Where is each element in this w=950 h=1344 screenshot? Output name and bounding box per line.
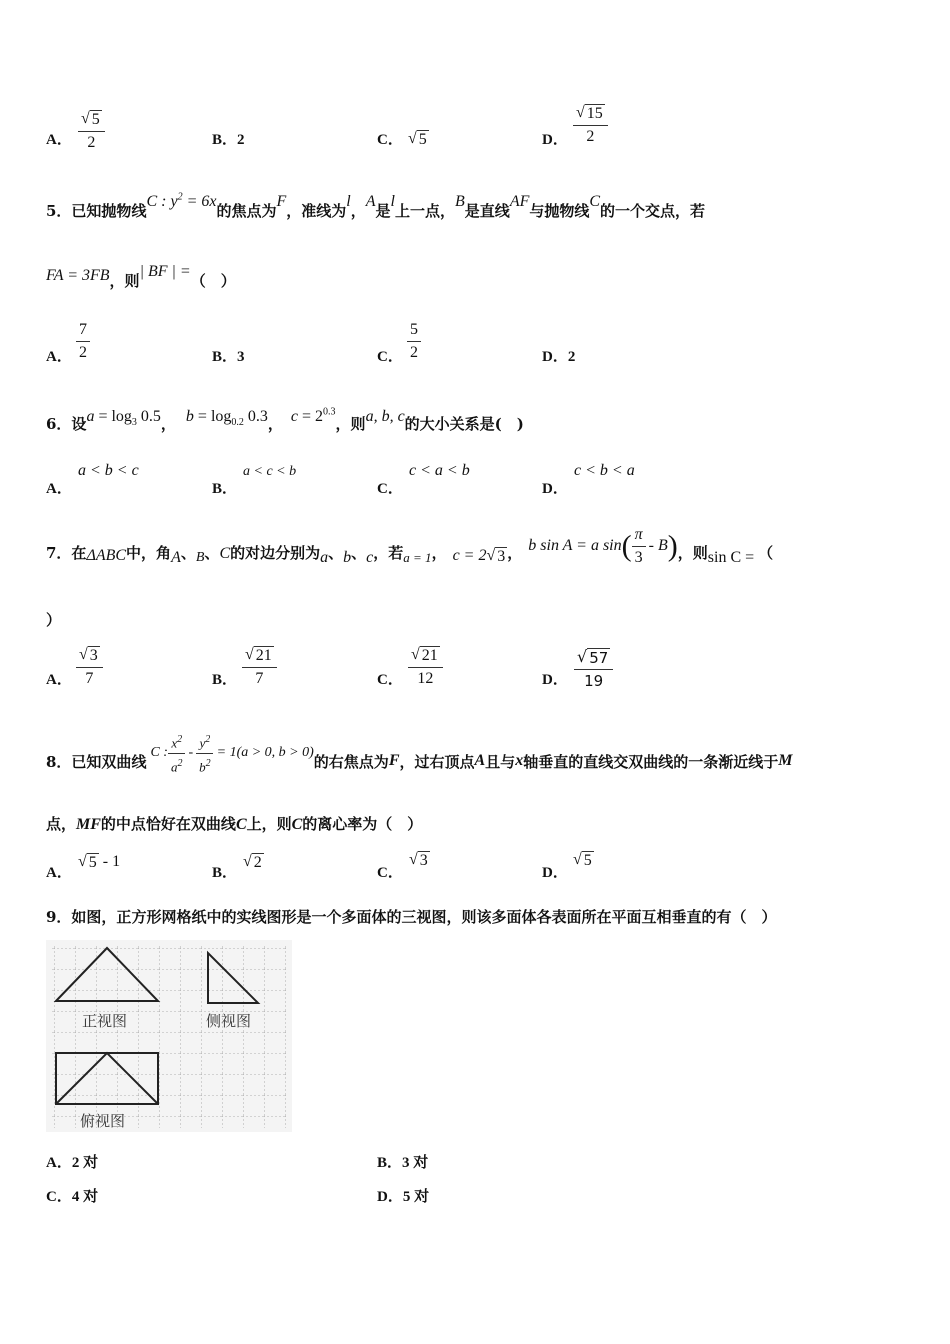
q5-c-den: 2 [410, 344, 418, 361]
q7-angle-a: A [171, 549, 181, 566]
q7-sep-1: 、 [180, 543, 196, 562]
q8-line2-d: 的离心率为（ ） [302, 815, 423, 833]
q8-line2-c: 上，则 [246, 815, 292, 833]
q8-a: a [170, 758, 178, 774]
q4-option-a-value: √ 5 2 [78, 110, 105, 152]
q9-grid [50, 944, 288, 1128]
q5-number: 5．已知抛物线 [46, 202, 147, 220]
q8-vertex-a: A [474, 752, 486, 769]
q5-abs-bf: | BF | = [139, 263, 191, 280]
q4-option-c-value: √ 5 [408, 130, 427, 148]
q7-angle-c: C [219, 545, 231, 562]
q7-text-3: ，若 [373, 543, 404, 562]
q7-a-rad: 3 [89, 647, 98, 664]
q5-point-a: A [365, 193, 376, 210]
q7-text-4: ， [431, 543, 447, 562]
q5-option-a-value [76, 321, 90, 362]
q5-eq-exp: 2 [177, 191, 183, 203]
q8-curve-c: C [235, 816, 247, 833]
q5-focus-f: F [276, 193, 287, 210]
q7-option-a-value: √ 3 7 [76, 646, 103, 688]
q6-text-2: 的大小关系是( ) [404, 415, 524, 433]
q8-segment-mf: MF [76, 816, 101, 833]
q4-c-radicand: 5 [418, 131, 427, 148]
q7-eq-minus-b: - B [648, 536, 668, 554]
q7-stem-line1 [46, 525, 946, 572]
q4-option-d-label: D． [542, 132, 568, 148]
q6-option-a-label: A． [46, 481, 72, 497]
q5-parabola-eq [146, 193, 216, 210]
q5-c-num: 5 [407, 321, 421, 342]
q5-line-af: AF [509, 193, 530, 210]
q6-text-1: ，则 [335, 415, 366, 433]
q7-angle-b: B [195, 550, 205, 565]
q7-option-a-label: A． [46, 672, 72, 688]
q5-option-b: B．3 [212, 349, 245, 365]
q8-b: b [199, 758, 206, 774]
q7-side-a: a [320, 549, 329, 566]
q5-text-3: ， [350, 202, 366, 220]
q5-eq-rhs: = 6x [182, 193, 217, 210]
q6-b-base: 0.2 [231, 417, 244, 429]
q4-d-radicand: 15 [586, 105, 603, 122]
q6-option-c-label: C． [377, 481, 403, 497]
q6-comma-1: ， [160, 415, 176, 433]
q7-ask: sin C = [707, 549, 755, 566]
q8-c-rad: 3 [419, 852, 428, 869]
q7-text-1: 中，角 [126, 543, 172, 562]
q7-text-7: （ [758, 543, 774, 562]
q7-stem-line2: ） [46, 611, 62, 629]
q9-side-view-label: 侧视图 [206, 1012, 252, 1030]
q8-y: y [199, 735, 206, 751]
q7-option-c-label: C． [377, 672, 403, 688]
q6-b-val: 0.3 [243, 408, 268, 425]
q7-cond-2-rad: 3 [497, 547, 506, 565]
q8-option-c-value: √ 3 [409, 851, 428, 869]
q5-a-num: 7 [76, 321, 90, 342]
q8-curve-c2: C [291, 816, 303, 833]
q6-c-lhs: c [290, 408, 299, 425]
q7-cond-2-lhs: c = 2 [452, 546, 487, 564]
q9-stem: 9．如图，正方形网格纸中的实线图形是一个多面体的三视图，则该多面体各表面所在平面互相垂直的有（ ） [46, 908, 777, 926]
q8-option-d-label: D． [542, 865, 568, 881]
q7-eq-three: 3 [634, 548, 643, 566]
q6-vars: a, b, c [365, 408, 405, 425]
q5-option-c-label: C． [377, 349, 403, 365]
q5-text-5: 上一点， [395, 202, 456, 220]
q8-option-a-value: √ 5 - 1 [78, 853, 121, 871]
q6-option-a-expr: a < b < c [78, 462, 139, 479]
q7-eq-lhs: b sin A = a sin [528, 536, 622, 554]
q5-curve-c: C [589, 193, 601, 210]
q8-text-2: ，过右顶点 [399, 752, 475, 771]
q4-d-den: 2 [586, 128, 595, 145]
q5-stem-line1 [46, 190, 706, 220]
q6-a-val: 0.5 [136, 408, 161, 425]
q6-a-eq: = log [94, 408, 132, 425]
q7-sep-3: 、 [328, 543, 344, 562]
q4-a-den: 2 [87, 134, 96, 151]
q5-text-2: ，准线为 [286, 202, 347, 220]
q6-option-b-label: B． [212, 481, 238, 497]
q7-triangle: ΔABC [86, 547, 127, 564]
q6-option-c-expr: c < a < b [409, 462, 470, 479]
q9-front-view-label: 正视图 [82, 1012, 128, 1030]
q8-option-b-value: √ 2 [243, 853, 262, 871]
q5-text-10: （ ） [190, 272, 236, 290]
q9-top-view-label: 俯视图 [80, 1112, 126, 1130]
q5-stem-line2 [46, 263, 236, 290]
q4-a-radicand: 5 [91, 111, 100, 128]
q8-a-rad: 5 [88, 854, 97, 871]
q8-text-1: 的右焦点为 [313, 752, 389, 771]
q7-equation: b sin A = a sin( $\frac{\pi}{3}$ - B) [528, 525, 678, 566]
q7-c-rad: 21 [421, 647, 438, 664]
q8-number: 8．已知双曲线 [46, 752, 147, 771]
q6-a-base: 3 [131, 417, 137, 429]
q8-line2-b: 的中点恰好在双曲线 [100, 815, 236, 833]
q8-text-3: 且与 [485, 752, 516, 771]
q9-option-d: D．5 对 [377, 1189, 430, 1205]
q6-b-lhs: b [185, 408, 194, 425]
q8-x: x [171, 735, 178, 751]
q8-text-4: 轴垂直的直线交双曲线的一条渐近线于 [523, 752, 779, 771]
q7-a-den: 7 [85, 670, 94, 687]
q7-text-5: ， [507, 543, 523, 562]
q7-option-c-value: √ 21 12 [408, 646, 443, 688]
q7-side-c: c [366, 549, 374, 566]
q6-number: 6．设 [46, 415, 87, 433]
q5-eq-lhs: C : y [146, 193, 178, 210]
q7-d-den: 19 [584, 672, 604, 690]
q7-b-rad: 21 [255, 647, 272, 664]
q8-option-c-label: C． [377, 865, 403, 881]
q7-text-2: 的对边分别为 [230, 543, 321, 562]
q5-text-7: 与抛物线 [529, 202, 590, 220]
q5-directrix-l2: l [390, 193, 395, 210]
q9-option-b: B．3 对 [377, 1155, 429, 1171]
q6-b-eq: = log [193, 408, 232, 425]
q8-stem-line2 [46, 813, 422, 834]
q7-sep-4: 、 [351, 543, 367, 562]
q8-hyperbola-eq: C : $\frac{x^2}{a^2}$ - $\frac{y^2}{b^2}$ = 1(a > 0, b > 0) [150, 734, 314, 774]
q8-minus: - [188, 745, 194, 760]
q7-option-d-label: D． [542, 672, 568, 688]
q5-condition: FA = 3FB [46, 267, 110, 284]
q7-option-d-value: √ 57 19 [574, 648, 613, 690]
q8-stem-line1 [46, 728, 792, 778]
q7-cond-1: a = 1 [403, 550, 432, 565]
q4-option-a-label: A． [46, 132, 72, 148]
q7-option-b-label: B． [212, 672, 238, 688]
q8-b-rad: 2 [253, 854, 262, 871]
q9-figure-svg [46, 940, 292, 1132]
q7-side-b: b [343, 549, 352, 566]
q7-c-den: 12 [417, 670, 434, 687]
q7-number: 7．在 [46, 543, 87, 562]
q5-a-den: 2 [79, 344, 87, 361]
q7-eq-pi: π [632, 526, 646, 547]
q6-option-d-expr: c < b < a [574, 462, 635, 479]
q7-sep-2: 、 [204, 543, 220, 562]
q5-text-9: ，则 [109, 272, 140, 290]
q8-d-rad: 5 [583, 852, 592, 869]
q5-point-b: B [455, 193, 465, 210]
q8-option-b-label: B． [212, 865, 238, 881]
q5-directrix-l: l [346, 193, 351, 210]
q7-b-den: 7 [255, 670, 264, 687]
q8-eq-rhs: = 1(a > 0, b > 0) [216, 745, 314, 760]
q5-text-6: 是直线 [464, 202, 510, 220]
q9-three-view-figure [46, 940, 292, 1132]
q6-option-d-label: D． [542, 481, 568, 497]
q9-option-a: A．2 对 [46, 1155, 99, 1171]
q5-option-d: D．2 [542, 349, 576, 365]
q8-focus-f: F [388, 752, 400, 769]
q7-option-b-value: √ 21 7 [242, 646, 277, 688]
q7-d-rad: 57 [589, 649, 609, 667]
q8-option-d-value: √ 5 [573, 851, 592, 869]
q8-x-axis: x [515, 752, 524, 769]
q8-option-a-label: A． [46, 865, 72, 881]
q4-option-b: B．2 [212, 132, 245, 148]
q5-text-4: 是 [375, 202, 391, 220]
q6-comma-2: ， [267, 415, 283, 433]
q6-c-exp: 0.3 [323, 406, 336, 418]
q8-line2-a: 点， [46, 815, 77, 833]
q4-option-c-label: C． [377, 132, 403, 148]
q4-option-d-value: √ 15 2 [573, 104, 608, 146]
q5-text-8: 的一个交点，若 [600, 202, 706, 220]
q9-option-c: C．4 对 [46, 1189, 99, 1205]
q6-a-lhs: a [86, 408, 95, 425]
q8-eq-c: C : [150, 745, 168, 760]
q5-text-1: 的焦点为 [216, 202, 277, 220]
q5-option-a-label: A． [46, 349, 72, 365]
q8-point-m: M [778, 752, 793, 769]
q5-option-c-value [407, 321, 421, 362]
q6-c-eq: = 2 [298, 408, 324, 425]
q8-a-tail: - 1 [98, 853, 121, 870]
q6-option-b-expr: a < c < b [243, 464, 297, 479]
q6-stem [46, 405, 524, 433]
q7-text-6: ，则 [677, 543, 708, 562]
q7-cond-2: c = 2 √ 3 [452, 546, 506, 565]
